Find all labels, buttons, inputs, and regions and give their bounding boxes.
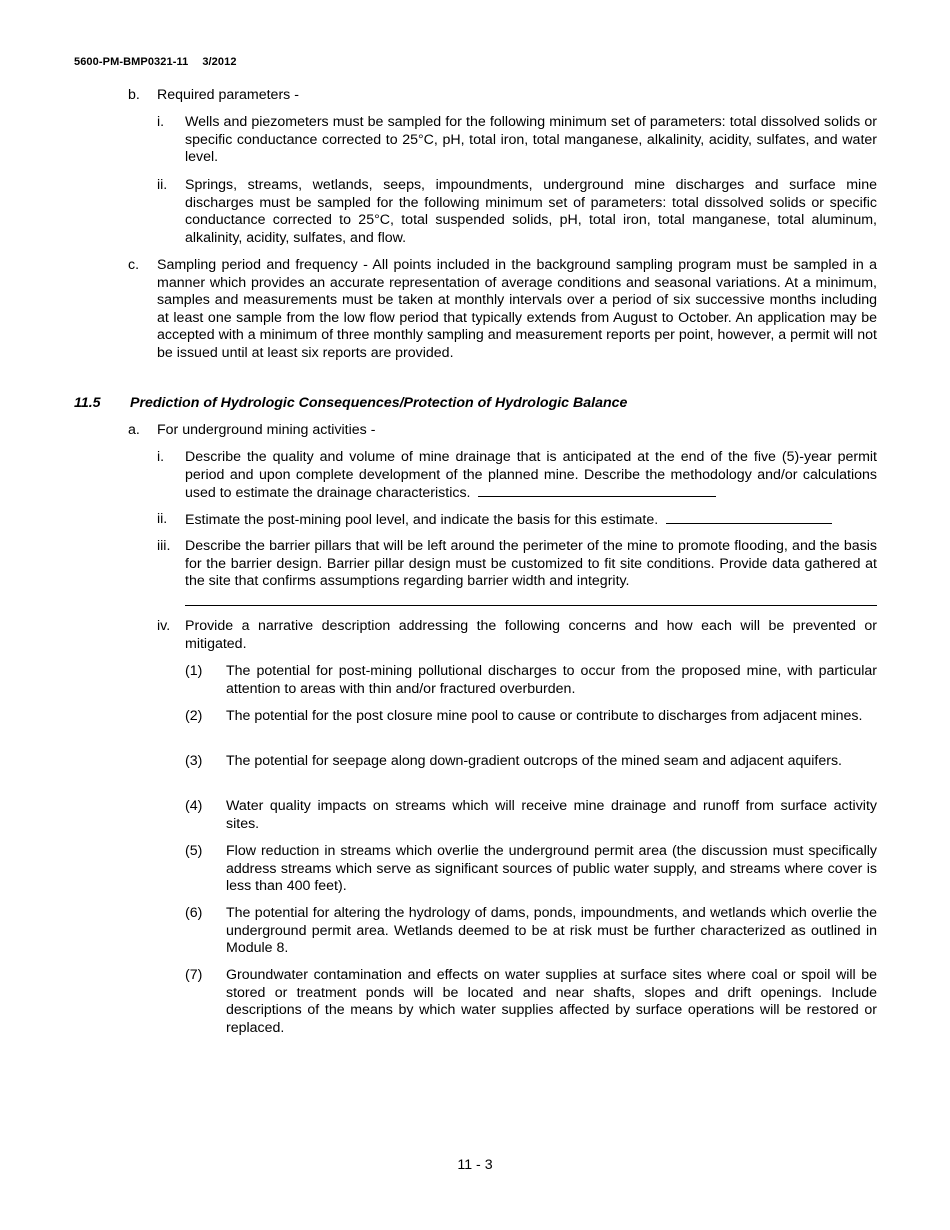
item-a-marker: a.: [128, 422, 140, 438]
section-number: 11.5: [74, 395, 101, 411]
concern-5-marker: (5): [185, 843, 203, 859]
item-a-i-text: [185, 449, 877, 503]
document-date: 3/2012: [202, 56, 237, 68]
section-title: Prediction of Hydrologic Consequences/Protection of Hydrologic Balance: [130, 395, 628, 411]
item-b-ii-text: Springs, streams, wetlands, seeps, impoundments, underground mine discharges and surface mine discharges must be sampled for the following minimum set of parameters: total dissolved solids or specific conductance corrected to 25°C, total suspended solids, pH, total iron, total manganese, total aluminum, alkalinity, acidity, sulfates, and flow.: [185, 177, 877, 246]
item-b-title: Required parameters -: [157, 87, 299, 103]
concern-3-marker: (3): [185, 753, 203, 769]
concern-6-marker: (6): [185, 905, 203, 921]
item-c-marker: c.: [128, 257, 140, 273]
item-b-i-text: Wells and piezometers must be sampled for the following minimum set of parameters: total dissolved solids or specific conductance corrected to 25°C, pH, total iron, total manganese, alkalinity, acidity, sulfates, and water level.: [185, 114, 877, 166]
item-a-ii-text: [185, 511, 877, 530]
item-a-title: For underground mining activities -: [157, 422, 376, 438]
item-a-iii-marker: iii.: [157, 538, 171, 554]
concern-4-marker: (4): [185, 798, 203, 814]
concern-2-text: The potential for the post closure mine pool to cause or contribute to discharges from adjacent mines.: [226, 708, 863, 724]
item-a-iv-text: Provide a narrative description addressing the following concerns and how each will be prevented or mitigated.: [185, 618, 877, 652]
answer-line-a-ii[interactable]: [666, 511, 832, 524]
item-b-i-marker: i.: [157, 114, 165, 130]
concern-3-text: The potential for seepage along down-gradient outcrops of the mined seam and adjacent aquifers.: [226, 753, 842, 769]
concern-1-text: The potential for post-mining pollutional discharges to occur from the proposed mine, with particular attention to areas with thin and/or fractured overburden.: [226, 663, 877, 697]
concern-7-marker: (7): [185, 967, 203, 983]
item-b-ii-marker: ii.: [157, 177, 168, 193]
document-id: 5600-PM-BMP0321-11: [74, 56, 189, 68]
answer-line-a-i[interactable]: [478, 484, 716, 497]
item-a-ii-body: Estimate the post-mining pool level, and indicate the basis for this estimate.: [185, 512, 659, 528]
item-a-i-body: Describe the quality and volume of mine drainage that is anticipated at the end of the five (5)-year permit period and upon complete development of the planned mine. Describe the methodology and/or calculations used to estimate the drainage characteristics.: [185, 449, 877, 502]
item-b-marker: b.: [128, 87, 140, 103]
page-number: 11 - 3: [457, 1157, 493, 1173]
item-c-text: Sampling period and frequency - All points included in the background sampling program must be sampled in a manner which provides an accurate representation of average conditions and seasonal variations. At a minimum, samples and measurements must be taken at monthly intervals over a period of six successive months including at least one sample from the low flow period that typically extends from August to October. An application may be accepted with a minimum of three monthly sampling and measurement reports per point, however, a permit will not be issued until at least six reports are provided.: [157, 257, 877, 361]
item-a-ii-marker: ii.: [157, 511, 168, 527]
item-a-iv-marker: iv.: [157, 618, 171, 634]
answer-line-a-iii[interactable]: [185, 605, 877, 606]
concern-5-text: Flow reduction in streams which overlie the underground permit area (the discussion must specifically address streams which serve as significant sources of public water supply, and streams where cover is less than 400 feet).: [226, 843, 877, 895]
concern-1-marker: (1): [185, 663, 203, 679]
concern-6-text: The potential for altering the hydrology of dams, ponds, impoundments, and wetlands which overlie the underground permit area. Wetlands deemed to be at risk must be further characterized as outlined in Module 8.: [226, 905, 877, 957]
concern-4-text: Water quality impacts on streams which will receive mine drainage and runoff from surface activity sites.: [226, 798, 877, 832]
item-a-iii-text: Describe the barrier pillars that will be left around the perimeter of the mine to promote flooding, and the basis for the barrier design. Barrier pillar design must be customized to fit site conditions. Provide data gathered at the site that confirms assumptions regarding barrier width and integrity.: [185, 538, 877, 590]
item-a-i-marker: i.: [157, 449, 165, 465]
concern-2-marker: (2): [185, 708, 203, 724]
concern-7-text: Groundwater contamination and effects on water supplies at surface sites where coal or spoil will be stored or treatment ponds will be located and near shafts, slopes and drift openings. Include descriptions of the means by which water supplies affected by surface operations will be restored or replaced.: [226, 967, 877, 1036]
document-header: [74, 56, 237, 68]
